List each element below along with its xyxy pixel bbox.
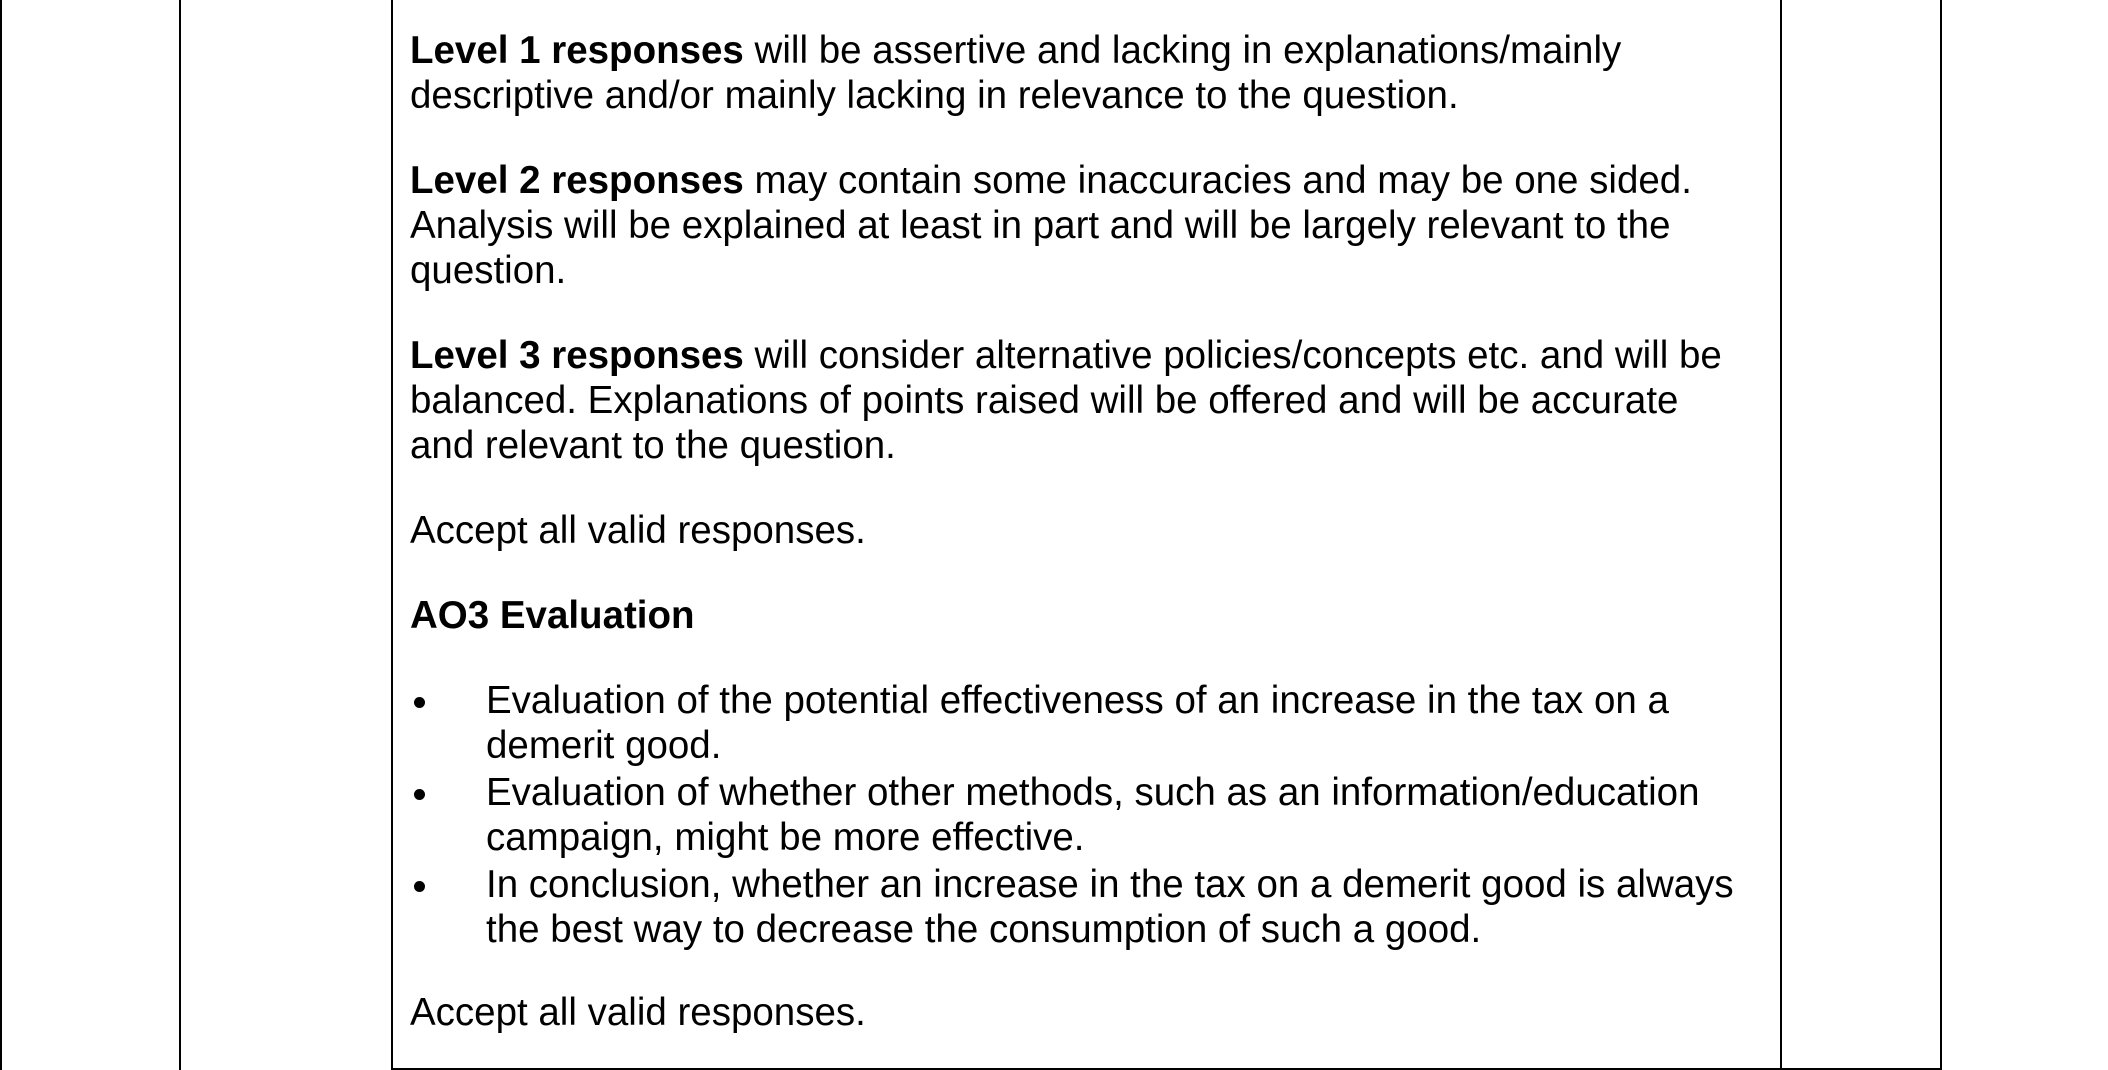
table-column-divider-2: [391, 0, 393, 1070]
list-item: [410, 862, 1750, 952]
level-1-label: Level 1 responses: [410, 29, 744, 72]
level-1-paragraph: [410, 28, 1750, 118]
bullet-text: Evaluation of the potential effectiveness of an increase in the tax on a demerit good.: [486, 679, 1669, 767]
bullet-icon: [414, 789, 425, 800]
list-item: [410, 678, 1750, 768]
level-2-description: may contain some inaccuracies and may be one sided. Analysis will be explained at least in part and will be largely relevant to the question.: [410, 159, 1692, 292]
table-column-divider-3: [1780, 0, 1782, 1070]
bullet-icon: [414, 881, 425, 892]
mark-scheme-content: [410, 28, 1750, 1035]
level-1-description: will be assertive and lacking in explanations/mainly descriptive and/or mainly lacking in relevance to the question.: [410, 29, 1622, 117]
evaluation-bullet-list: [410, 678, 1750, 952]
level-2-paragraph: [410, 158, 1750, 293]
level-3-label: Level 3 responses: [410, 334, 744, 377]
list-item: [410, 770, 1750, 860]
level-3-description: will consider alternative policies/concepts etc. and will be balanced. Explanations of points raised will be offered and will be accurate and relevant to the question.: [410, 334, 1722, 467]
bullet-icon: [414, 697, 425, 708]
accept-valid-responses-2: Accept all valid responses.: [410, 991, 866, 1034]
bullet-text: Evaluation of whether other methods, such as an information/education campaign, might be more effective.: [486, 771, 1700, 859]
accept-valid-responses-1: Accept all valid responses.: [410, 509, 866, 552]
table-border-left: [0, 0, 2, 1070]
level-3-paragraph: [410, 333, 1750, 468]
level-2-label: Level 2 responses: [410, 159, 744, 202]
evaluation-heading: AO3 Evaluation: [410, 594, 695, 637]
table-column-divider-1: [179, 0, 181, 1070]
bullet-text: In conclusion, whether an increase in the tax on a demerit good is always the best way to decrease the consumption of such a good.: [486, 863, 1734, 951]
table-column-divider-4: [1940, 0, 1942, 1070]
